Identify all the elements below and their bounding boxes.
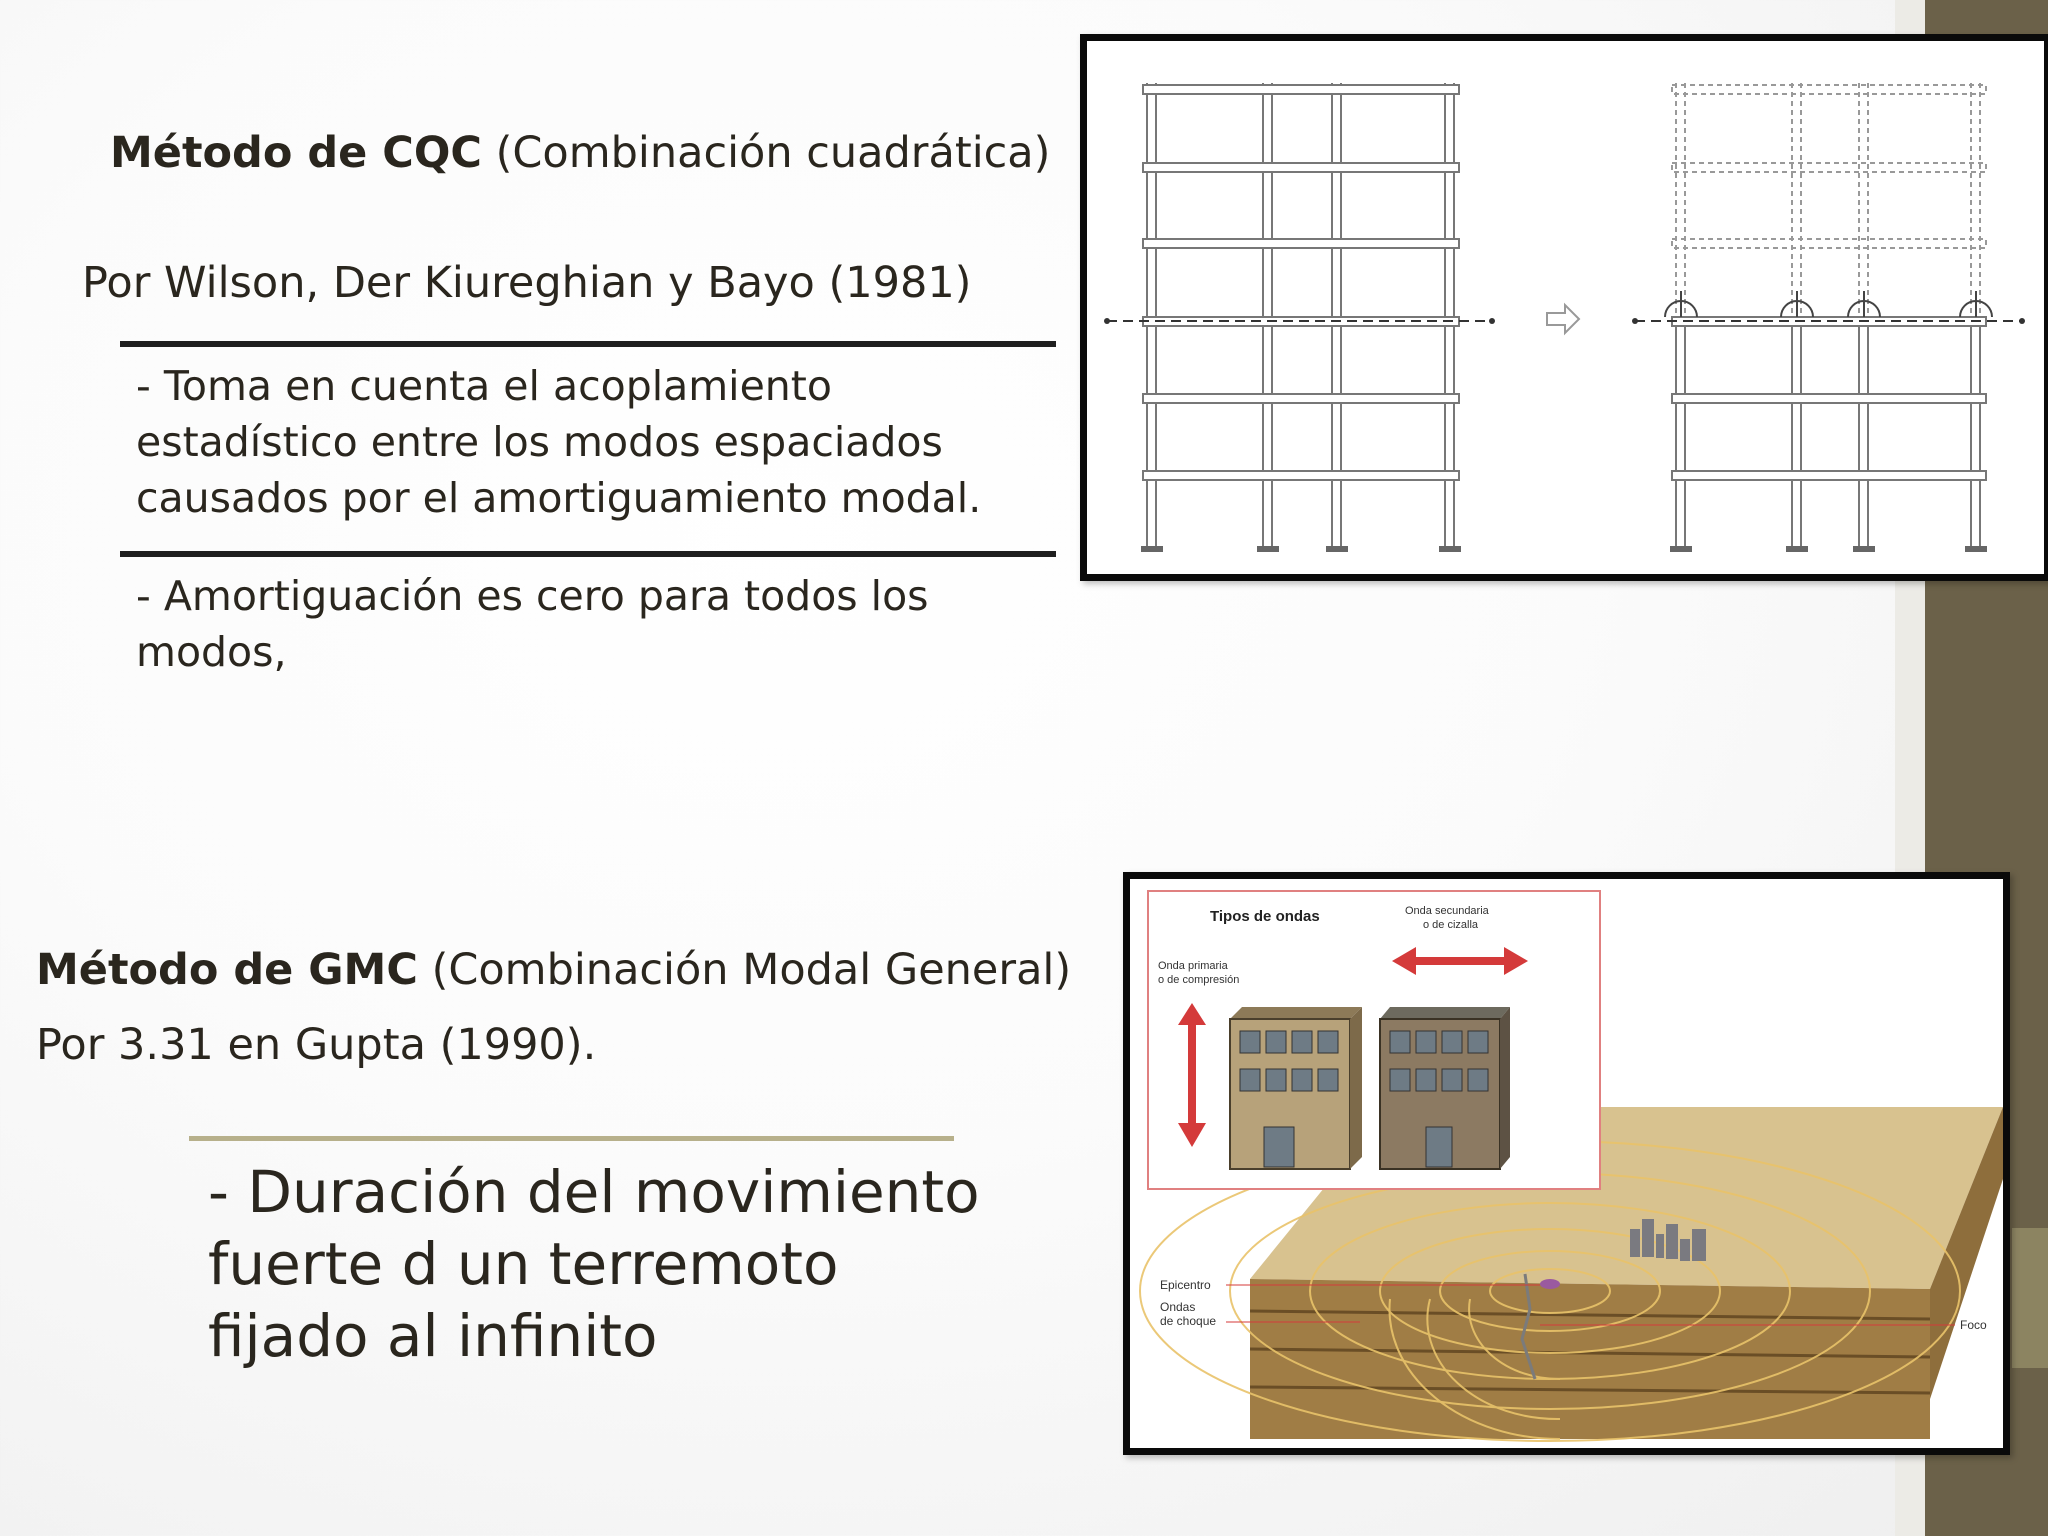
gmc-point-line: fijado al infinito [208, 1302, 658, 1370]
right-lower-solid [1672, 317, 1986, 551]
cqc-point-2-line: - Amortiguación es cero para todos los [136, 572, 929, 620]
earthquake-svg [1130, 879, 2003, 1448]
cqc-divider-bottom [120, 551, 1056, 557]
primary-wave-label-1: Onda primaria [1158, 960, 1228, 972]
cqc-point-2-line: modos, [136, 628, 287, 676]
transition-arrow-icon [1547, 305, 1579, 333]
cqc-divider-top [120, 341, 1056, 347]
cqc-title [110, 128, 1050, 178]
primary-wave-label-2: o de compresión [1158, 974, 1240, 986]
epicenter-label: Epicentro [1160, 1278, 1211, 1292]
cqc-point-2 [136, 568, 929, 680]
left-supports [1141, 546, 1461, 552]
building-secondary [1380, 1007, 1510, 1169]
cqc-point-1-line: estadístico entre los modos espaciados [136, 418, 943, 466]
cqc-point-1-line: causados por el amortiguamiento modal. [136, 474, 982, 522]
wave-types-inset [1148, 891, 1600, 1189]
cqc-authors: Por Wilson, Der Kiureghian y Bayo (1981) [82, 258, 972, 308]
focus-label: Foco [1960, 1318, 1987, 1332]
frame-diagram-figure [1080, 34, 2048, 581]
cqc-title-bold: Método de CQC [110, 128, 482, 178]
cqc-point-1-line: - Toma en cuenta el acoplamiento [136, 362, 832, 410]
right-supports [1670, 546, 1987, 552]
gmc-point [208, 1156, 980, 1372]
left-frame-building [1104, 83, 1495, 552]
shock-waves-label-2: de choque [1160, 1314, 1217, 1328]
secondary-wave-label-2: o de cizalla [1423, 919, 1479, 931]
gmc-point-line: fuerte d un terremoto [208, 1230, 839, 1298]
right-frame-building [1632, 83, 2025, 552]
earthquake-figure [1123, 872, 2010, 1455]
gmc-authors: Por 3.31 en Gupta (1990). [36, 1020, 597, 1070]
right-moment-symbols [1665, 291, 1992, 317]
gmc-divider [189, 1136, 954, 1141]
gmc-title-rest: (Combinación Modal General) [417, 945, 1072, 995]
frame-diagram-svg [1087, 41, 2044, 574]
wave-types-title: Tipos de ondas [1210, 908, 1320, 925]
right-band-notch [2012, 1228, 2048, 1368]
cqc-title-rest: (Combinación cuadrática) [481, 128, 1051, 178]
right-upper-dashed [1672, 83, 1986, 321]
epicenter-marker [1540, 1279, 1560, 1289]
gmc-title [36, 945, 1071, 995]
shock-waves-label-1: Ondas [1160, 1300, 1196, 1314]
building-primary [1230, 1007, 1362, 1169]
secondary-wave-label-1: Onda secundaria [1405, 905, 1489, 917]
gmc-title-bold: Método de GMC [36, 945, 418, 995]
cqc-point-1 [136, 358, 981, 526]
gmc-point-line: - Duración del movimiento [208, 1158, 980, 1226]
left-beams [1143, 85, 1459, 480]
